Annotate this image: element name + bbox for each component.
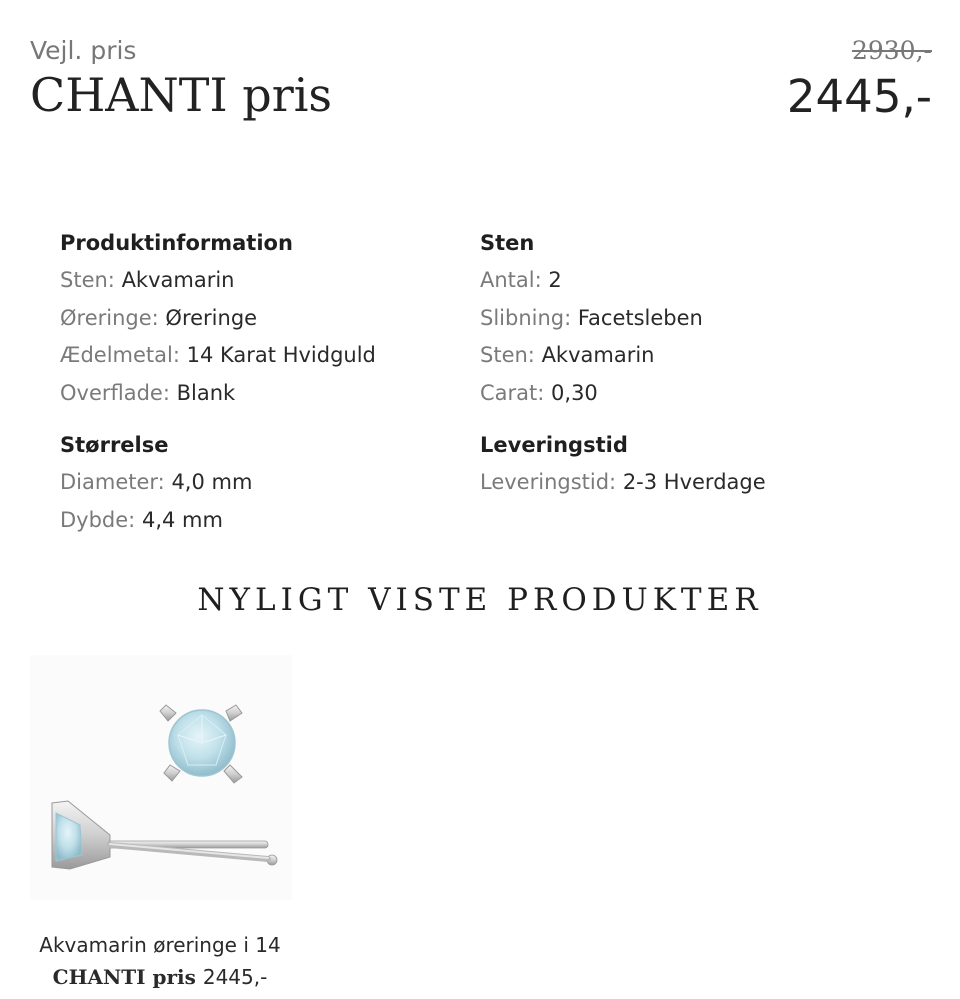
chanti-price-label: CHANTI pris — [30, 68, 333, 122]
detail-value: Øreringe — [165, 305, 258, 330]
detail-value: Akvamarin — [121, 268, 235, 292]
delivery-title: Leveringstid — [480, 433, 628, 457]
detail-key: Antal: — [480, 268, 542, 292]
recommended-price-label: Vejl. pris — [30, 36, 137, 65]
details-right-column — [480, 228, 880, 520]
detail-row — [480, 300, 880, 338]
detail-value: 0,30 — [551, 380, 598, 405]
detail-key: Overflade: — [60, 380, 170, 405]
detail-row — [60, 375, 460, 413]
chanti-price: 2445,- — [786, 70, 932, 123]
detail-key: Sten: — [60, 268, 115, 292]
size-title: Størrelse — [60, 433, 169, 457]
recent-product-card[interactable] — [30, 655, 292, 989]
product-name[interactable]: Akvamarin øreringe i 14 — [39, 933, 281, 957]
detail-key: Carat: — [480, 380, 545, 405]
product-info-title: Produktinformation — [60, 231, 293, 255]
detail-value: Blank — [176, 380, 236, 405]
detail-key: Sten: — [480, 343, 535, 367]
size-section — [60, 430, 460, 539]
detail-row — [480, 262, 880, 300]
details-left-column — [60, 228, 460, 557]
detail-key: Diameter: — [60, 470, 165, 494]
detail-key: Ædelmetal: — [60, 343, 180, 367]
detail-value: 2 — [548, 268, 562, 292]
stone-section — [480, 228, 880, 412]
detail-value: 4,4 mm — [141, 507, 223, 532]
detail-value: 14 Karat Hvidguld — [186, 343, 376, 367]
product-info-section — [60, 228, 460, 412]
detail-row — [60, 300, 460, 338]
detail-row — [60, 502, 460, 540]
detail-key: Leveringstid: — [480, 470, 617, 494]
stone-title: Sten — [480, 231, 535, 255]
delivery-section — [480, 430, 880, 502]
detail-value: 4,0 mm — [171, 470, 253, 494]
detail-row — [60, 337, 460, 375]
price-block — [30, 30, 932, 130]
detail-value: Akvamarin — [541, 343, 655, 367]
aquamarine-stud-earring-icon[interactable] — [30, 655, 292, 900]
recommended-price: 2930,- — [851, 36, 932, 65]
detail-row — [60, 464, 460, 502]
detail-key: Slibning: — [480, 305, 572, 330]
product-price-label: CHANTI pris — [52, 965, 196, 989]
detail-value: 2-3 Hverdage — [622, 470, 766, 494]
detail-row — [480, 464, 880, 502]
detail-value: Facetsleben — [577, 305, 703, 330]
detail-row — [60, 262, 460, 300]
detail-key: Øreringe: — [60, 305, 159, 330]
recently-viewed-heading: NYLIGT VISTE PRODUKTER — [197, 582, 763, 618]
detail-key: Dybde: — [60, 507, 136, 532]
detail-row — [480, 337, 880, 375]
detail-row — [480, 375, 880, 413]
product-price-value: 2445,- — [202, 965, 268, 989]
product-price — [20, 965, 300, 989]
